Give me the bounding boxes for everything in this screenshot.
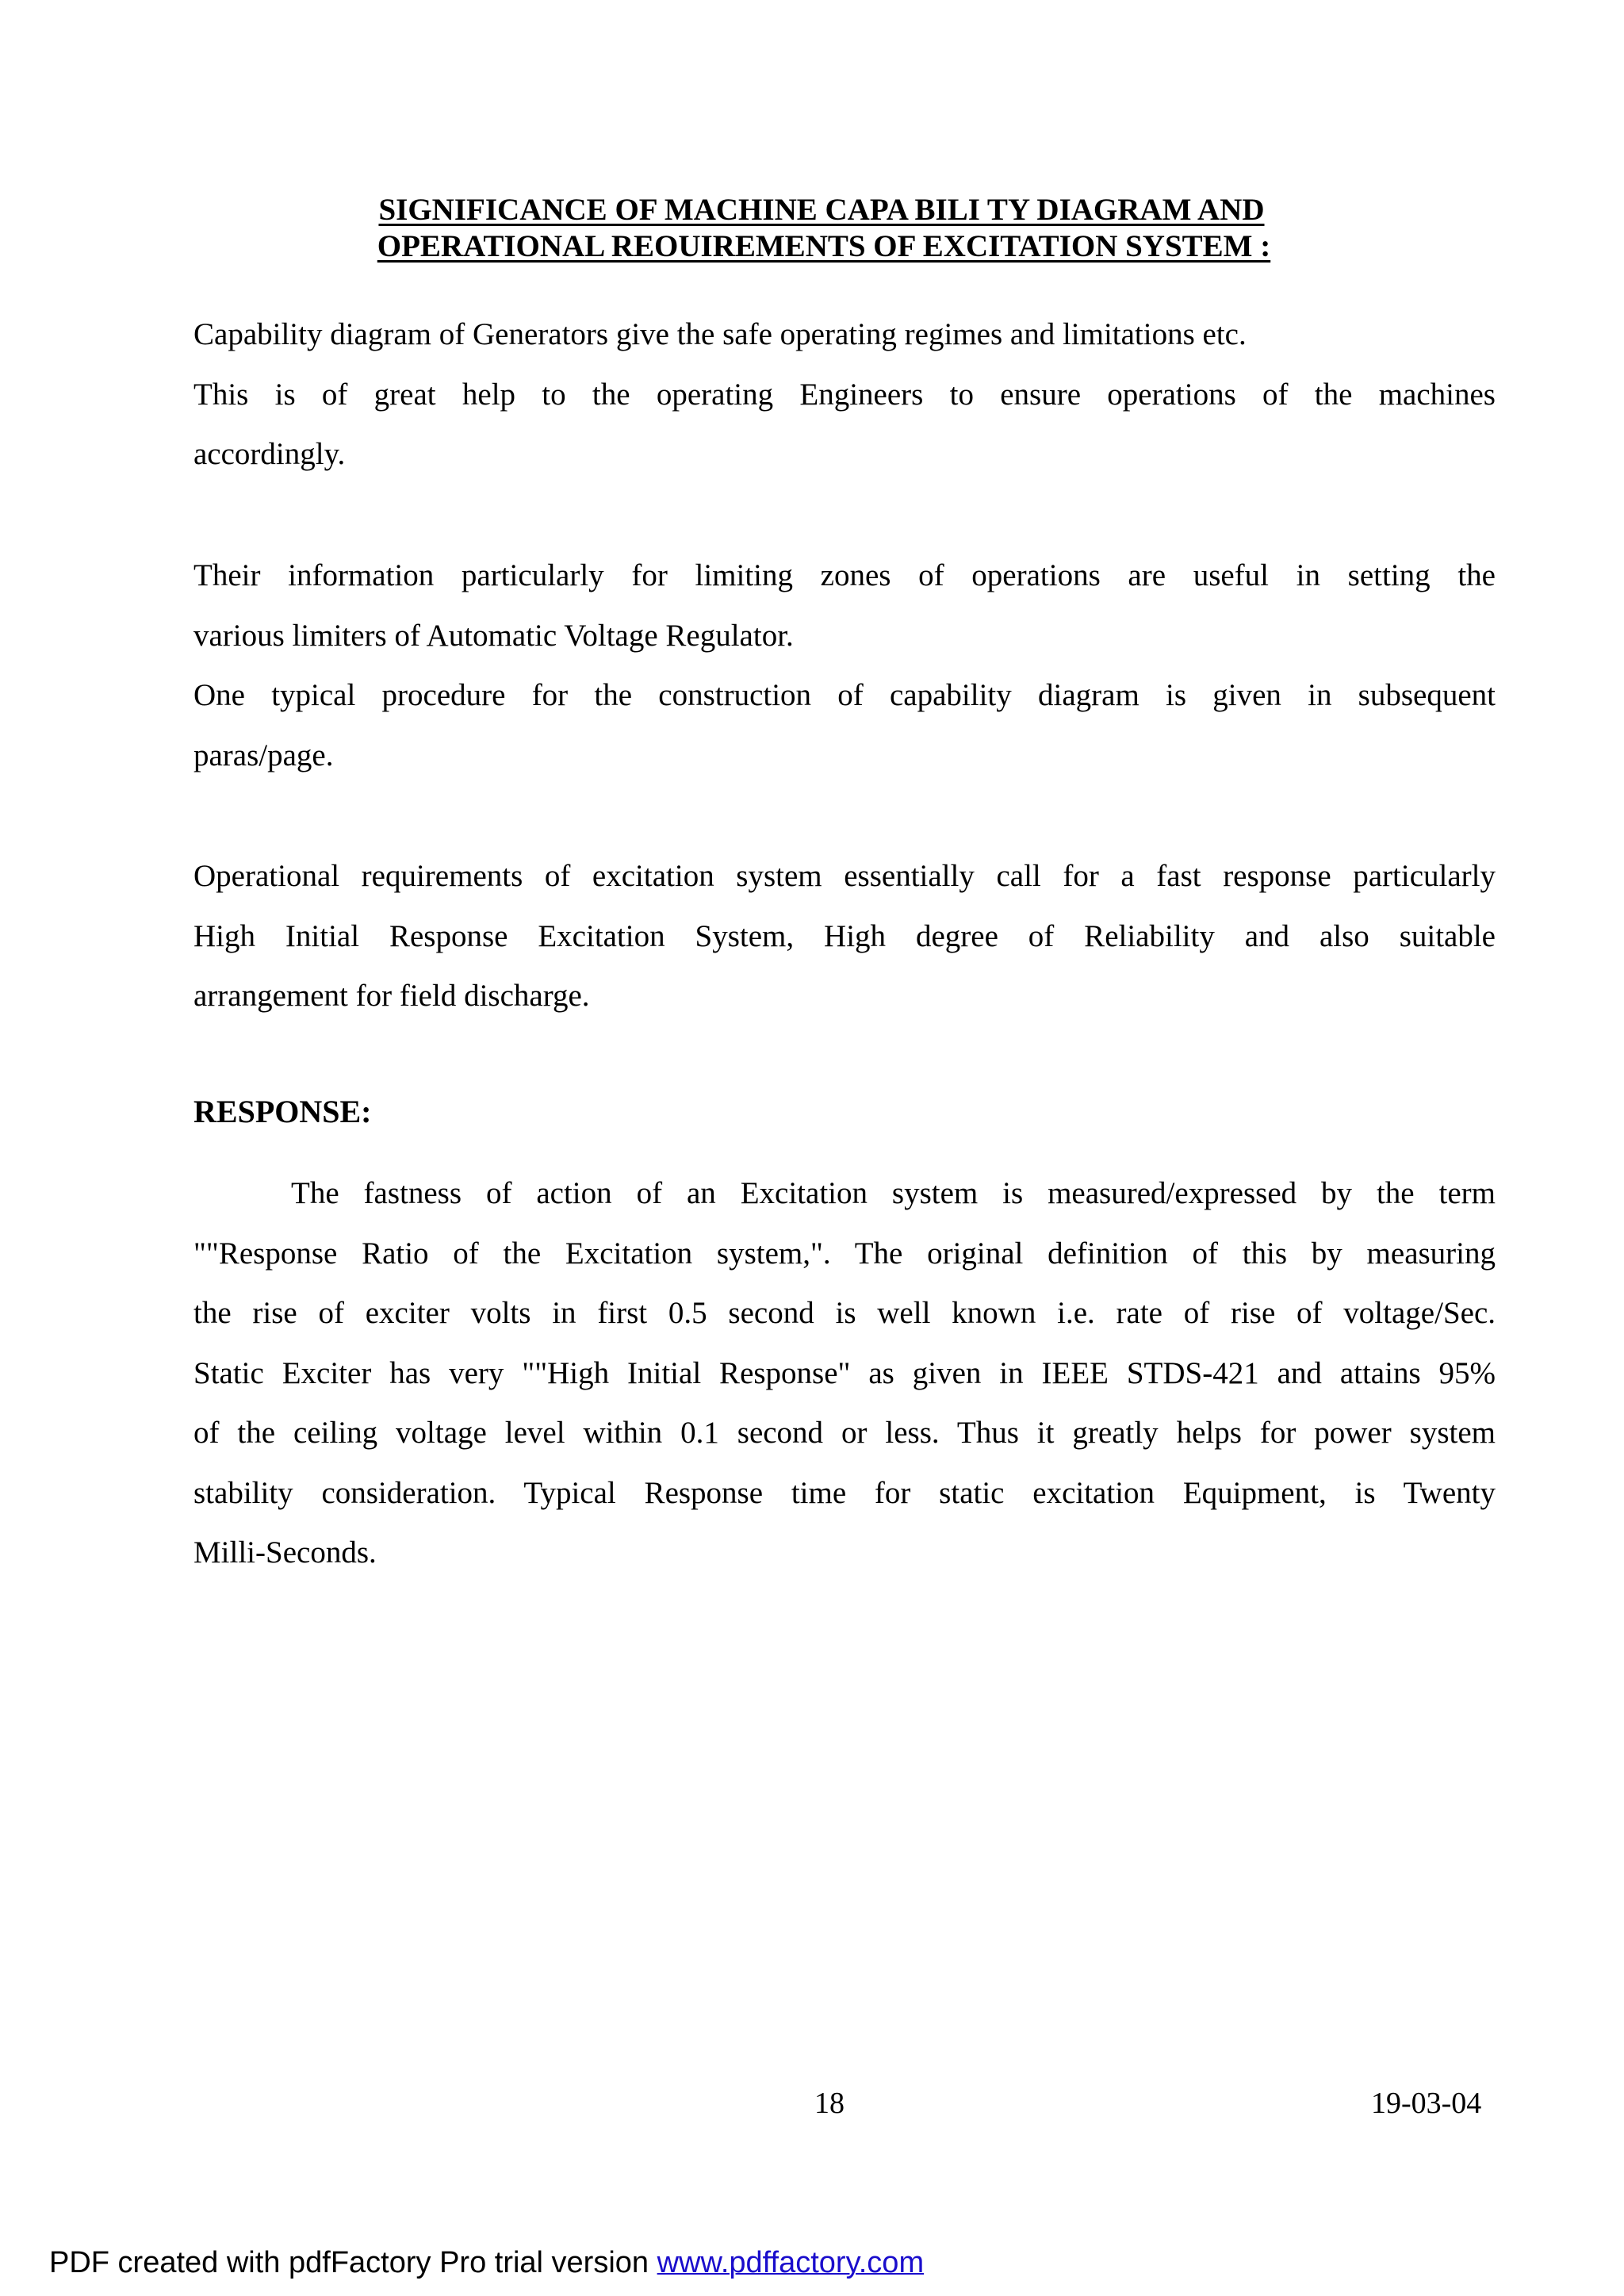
paragraph-line: One typical procedure for the construction of capability diagram is given in subsequent (193, 678, 1496, 712)
pdffactory-link[interactable]: www.pdffactory.com (657, 2246, 925, 2279)
page-date: 19-03-04 (1371, 2087, 1482, 2120)
pdf-creator-note (49, 2246, 924, 2280)
paragraph-line: The fastness of action of an Excitation system is measured/expressed by the term (291, 1176, 1496, 1210)
paragraph-limiting-zones (193, 546, 1496, 785)
paragraph-line: ""Response Ratio of the Excitation system,". The original definition of this by measuring (193, 1236, 1496, 1271)
paragraph-line: arrangement for field discharge. (193, 979, 590, 1013)
paragraph-response (193, 1163, 1496, 1583)
paragraph-line: Static Exciter has very ""High Initial Response" as given in IEEE STDS-421 and attains 95% (193, 1355, 1496, 1390)
paragraph-line: stability consideration. Typical Response time for static excitation Equipment, is Twenty (193, 1475, 1496, 1510)
paragraph-line: High Initial Response Excitation System, High degree of Reliability and also suitable (193, 918, 1496, 953)
paragraph-line: accordingly. (193, 437, 346, 471)
title-line-1: SIGNIFICANCE OF MACHINE CAPA BILI TY DIAGRAM AND (378, 193, 1265, 227)
paragraph-line: the rise of exciter volts in first 0.5 second is well known i.e. rate of rise of voltage/Sec. (193, 1296, 1496, 1330)
document-title (0, 192, 1624, 265)
paragraph-line: paras/page. (193, 738, 334, 772)
page-number: 18 (814, 2087, 845, 2120)
paragraph-operational-requirements (193, 846, 1496, 1026)
paragraph-line: This is of great help to the operating Engineers to ensure operations of the machines (193, 377, 1496, 412)
paragraph-line: of the ceiling voltage level within 0.1 second or less. Thus it greatly helps for power system (193, 1416, 1496, 1450)
paragraph-line: Capability diagram of Generators give the safe operating regimes and limitations etc. (193, 317, 1247, 351)
paragraph-line: Operational requirements of excitation system essentially call for a fast response particularly (193, 859, 1496, 893)
paragraph-capability-diagram (193, 305, 1496, 485)
paragraph-line: Milli-Seconds. (193, 1535, 377, 1570)
pdf-creator-text: PDF created with pdfFactory Pro trial version (49, 2246, 657, 2279)
response-heading: RESPONSE: (193, 1094, 372, 1129)
paragraph-line: Their information particularly for limiting zones of operations are useful in setting the (193, 558, 1496, 592)
paragraph-line: various limiters of Automatic Voltage Regulator. (193, 618, 794, 653)
title-line-2: OPERATIONAL REOUIREMENTS OF EXCITATION SYSTEM : (377, 229, 1271, 263)
